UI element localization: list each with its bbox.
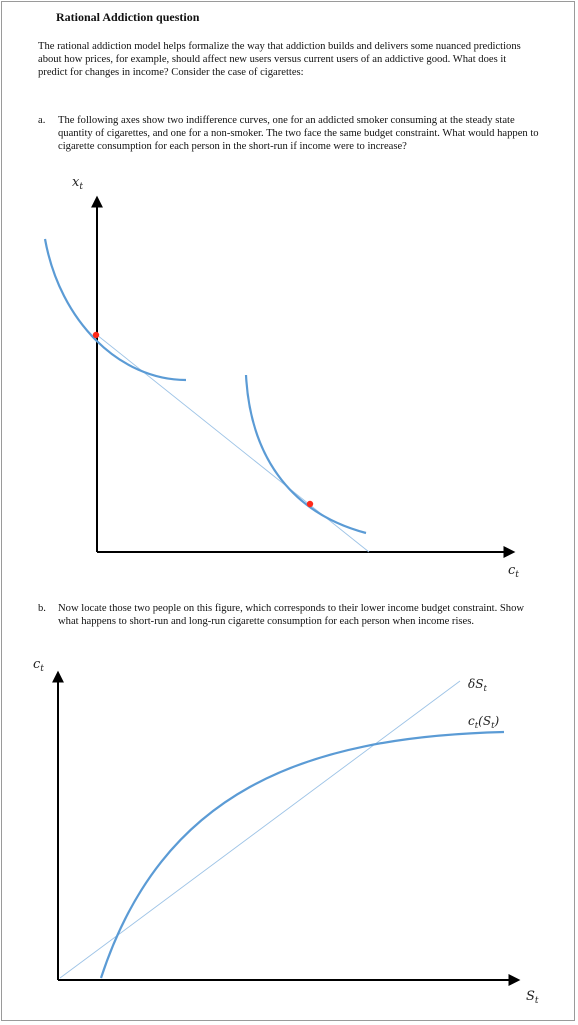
intro-paragraph: The rational addiction model helps formalize the way that addiction builds and delivers some nuanced predictions about how prices, for example, should affect new users versus current users of an addictive good. What does it predict for changes in income? Consider the case of cigarettes: xyxy=(38,41,521,79)
document-page xyxy=(1,1,575,1021)
figure-a-y-label: $x_t$ xyxy=(72,175,83,192)
ct-of-st-curve-label: $c_t(S_t)$ xyxy=(468,714,500,731)
delta-s-line xyxy=(60,681,460,978)
figure-b-x-label: $S_t$ xyxy=(526,989,539,1006)
figure-b xyxy=(2,2,578,1022)
figure-b-y-label: $c_t$ xyxy=(33,657,44,674)
figure-a-x-label: $c_t$ xyxy=(508,563,519,580)
question-b-text: Now locate those two people on this figure, which corresponds to their lower income budget constraint. Show what happens to short-run and long-run cigarette consumption for each person when income rises. xyxy=(58,603,525,628)
question-b-marker: b. xyxy=(38,603,46,614)
delta-s-line-label: $\delta S_t$ xyxy=(468,677,487,694)
question-a-text: The following axes show two indifference curves, one for an addicted smoker consuming at the steady state quantity of cigarettes, and one for a non-smoker. The two face the same budget constraint. What would happen to cigarette consumption for each person in the short-run if income were to increase? xyxy=(58,115,539,153)
document-title: Rational Addiction question xyxy=(56,10,200,24)
ct-of-st-curve xyxy=(101,732,504,978)
question-a-marker: a. xyxy=(38,115,46,126)
